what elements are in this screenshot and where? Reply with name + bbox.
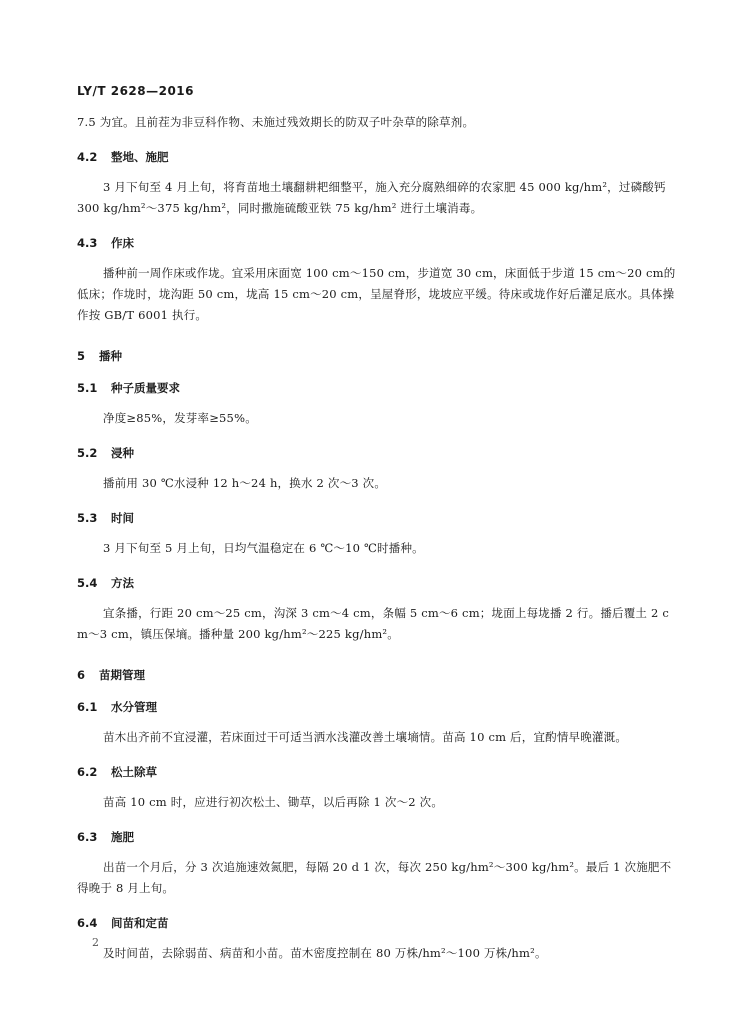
paragraph: 3 月下旬至 5 月上旬，日均气温稳定在 6 ℃～10 ℃时播种。 [103, 541, 424, 555]
paragraph: 出苗一个月后，分 3 次追施速效氮肥，每隔 20 d 1 次，每次 250 kg/hm²～300 kg/hm²。最后 1 次施肥不得晚于 8 月上旬。 [77, 860, 672, 895]
section-title: 间苗和定苗 [111, 916, 169, 930]
paragraph: 净度≥85%，发芽率≥55%。 [103, 411, 257, 425]
section-title: 作床 [111, 236, 134, 250]
section-title: 苗期管理 [99, 668, 145, 682]
section-number: 5.4 [77, 576, 98, 590]
section-heading [77, 915, 677, 931]
section-heading [77, 575, 677, 591]
section-heading [77, 510, 677, 526]
section-number: 4.3 [77, 236, 98, 250]
section-heading [77, 445, 677, 461]
section-title: 浸种 [111, 446, 134, 460]
section-title: 水分管理 [111, 700, 157, 714]
section-heading [77, 235, 677, 251]
section-number: 6.4 [77, 916, 98, 930]
section-title: 播种 [99, 349, 122, 363]
section-number: 6.2 [77, 765, 98, 779]
paragraph: 7.5 为宜。且前茬为非豆科作物、未施过残效期长的防双子叶杂草的除草剂。 [77, 115, 475, 129]
section-heading [77, 667, 677, 683]
section-heading [77, 149, 677, 165]
paragraph: 苗木出齐前不宜浸灌，若床面过干可适当洒水浅灌改善土壤墒情。苗高 10 cm 后，宜酌情早晚灌溉。 [103, 730, 628, 744]
paragraph: 及时间苗，去除弱苗、病苗和小苗。苗木密度控制在 80 万株/hm²～100 万株/hm²。 [103, 946, 547, 960]
paragraph: 播前用 30 ℃水浸种 12 h～24 h，换水 2 次～3 次。 [103, 476, 387, 490]
section-title: 种子质量要求 [111, 381, 180, 395]
paragraph: 播种前一周作床或作垅。宜采用床面宽 100 cm～150 cm，步道宽 30 cm，床面低于步道 15 cm～20 cm的低床；作垅时，垅沟距 50 cm，垅高 15 cm～20 cm，呈屋脊形，垅坡应平缓。待床或垅作好后灌足底水。具体操作按 GB/T 6001 执行。 [77, 266, 676, 322]
section-heading [77, 829, 677, 845]
section-title: 时间 [111, 511, 134, 525]
section-title: 施肥 [111, 830, 134, 844]
section-heading [77, 764, 677, 780]
section-heading [77, 699, 677, 715]
section-number: 4.2 [77, 150, 98, 164]
section-number: 6.3 [77, 830, 98, 844]
section-heading [77, 348, 677, 364]
paragraph: 宜条播，行距 20 cm～25 cm，沟深 3 cm～4 cm，条幅 5 cm～6 cm；垅面上每垅播 2 行。播后覆土 2 cm～3 cm，镇压保墒。播种量 200 kg/hm²～225 kg/hm²。 [77, 606, 669, 641]
section-title: 方法 [111, 576, 134, 590]
page-number: 2 [92, 936, 99, 949]
section-number: 5.2 [77, 446, 98, 460]
paragraph: 苗高 10 cm 时，应进行初次松土、锄草，以后再除 1 次～2 次。 [103, 795, 444, 809]
standard-code: LY/T 2628—2016 [77, 84, 195, 98]
paragraph: 3 月下旬至 4 月上旬，将育苗地土壤翻耕耙细整平，施入充分腐熟细碎的农家肥 45 000 kg/hm²，过磷酸钙 300 kg/hm²～375 kg/hm²，同时撒施硫酸亚铁 75 kg/hm² 进行土壤消毒。 [77, 180, 666, 215]
section-number: 5 [77, 349, 86, 363]
section-heading [77, 380, 677, 396]
document-body [77, 112, 677, 970]
section-number: 6.1 [77, 700, 98, 714]
section-title: 松土除草 [111, 765, 157, 779]
section-number: 5.1 [77, 381, 98, 395]
section-number: 6 [77, 668, 86, 682]
section-title: 整地、施肥 [111, 150, 169, 164]
section-number: 5.3 [77, 511, 98, 525]
